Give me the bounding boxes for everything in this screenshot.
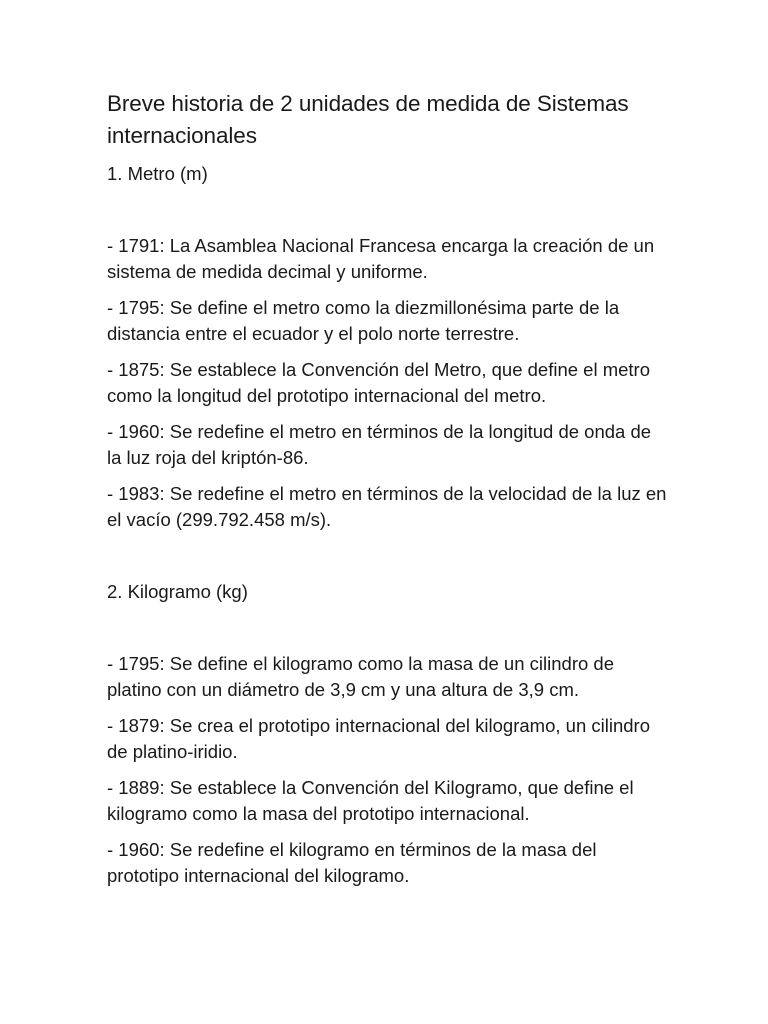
document-title: Breve historia de 2 unidades de medida de Sistemas internacionales — [107, 91, 629, 148]
section-heading-kilogramo: 2. Kilogramo (kg) — [107, 581, 248, 602]
timeline-entry-1983: - 1983: Se redefine el metro en términos de la velocidad de la luz en el vacío (299.792.458 m/s). — [107, 483, 667, 530]
spacer — [107, 543, 667, 579]
timeline-entry-1795-kilogramo: - 1795: Se define el kilogramo como la masa de un cilindro de platino con un diámetro de 3,9 cm y una altura de 3,9 cm. — [107, 653, 614, 700]
document-page — [107, 88, 667, 899]
timeline-entry-1875: - 1875: Se establece la Convención del Metro, que define el metro como la longitud del prototipo internacional del metro. — [107, 359, 650, 406]
timeline-entry-1879: - 1879: Se crea el prototipo internacional del kilogramo, un cilindro de platino-iridio. — [107, 715, 650, 762]
spacer — [107, 187, 667, 233]
section-heading-metro: 1. Metro (m) — [107, 163, 208, 184]
timeline-entry-1889: - 1889: Se establece la Convención del Kilogramo, que define el kilogramo como la masa del prototipo internacional. — [107, 777, 634, 824]
timeline-entry-1960-kilogramo: - 1960: Se redefine el kilogramo en términos de la masa del prototipo internacional del kilogramo. — [107, 839, 597, 886]
timeline-entry-1791: - 1791: La Asamblea Nacional Francesa encarga la creación de un sistema de medida decimal y uniforme. — [107, 235, 655, 282]
timeline-entry-1960-metro: - 1960: Se redefine el metro en términos de la longitud de onda de la luz roja del kriptón-86. — [107, 421, 652, 468]
spacer — [107, 605, 667, 651]
section-kilogramo — [107, 579, 667, 889]
timeline-entry-1795-metro: - 1795: Se define el metro como la diezmillonésima parte de la distancia entre el ecuador y el polo norte terrestre. — [107, 297, 620, 344]
section-metro — [107, 161, 667, 533]
